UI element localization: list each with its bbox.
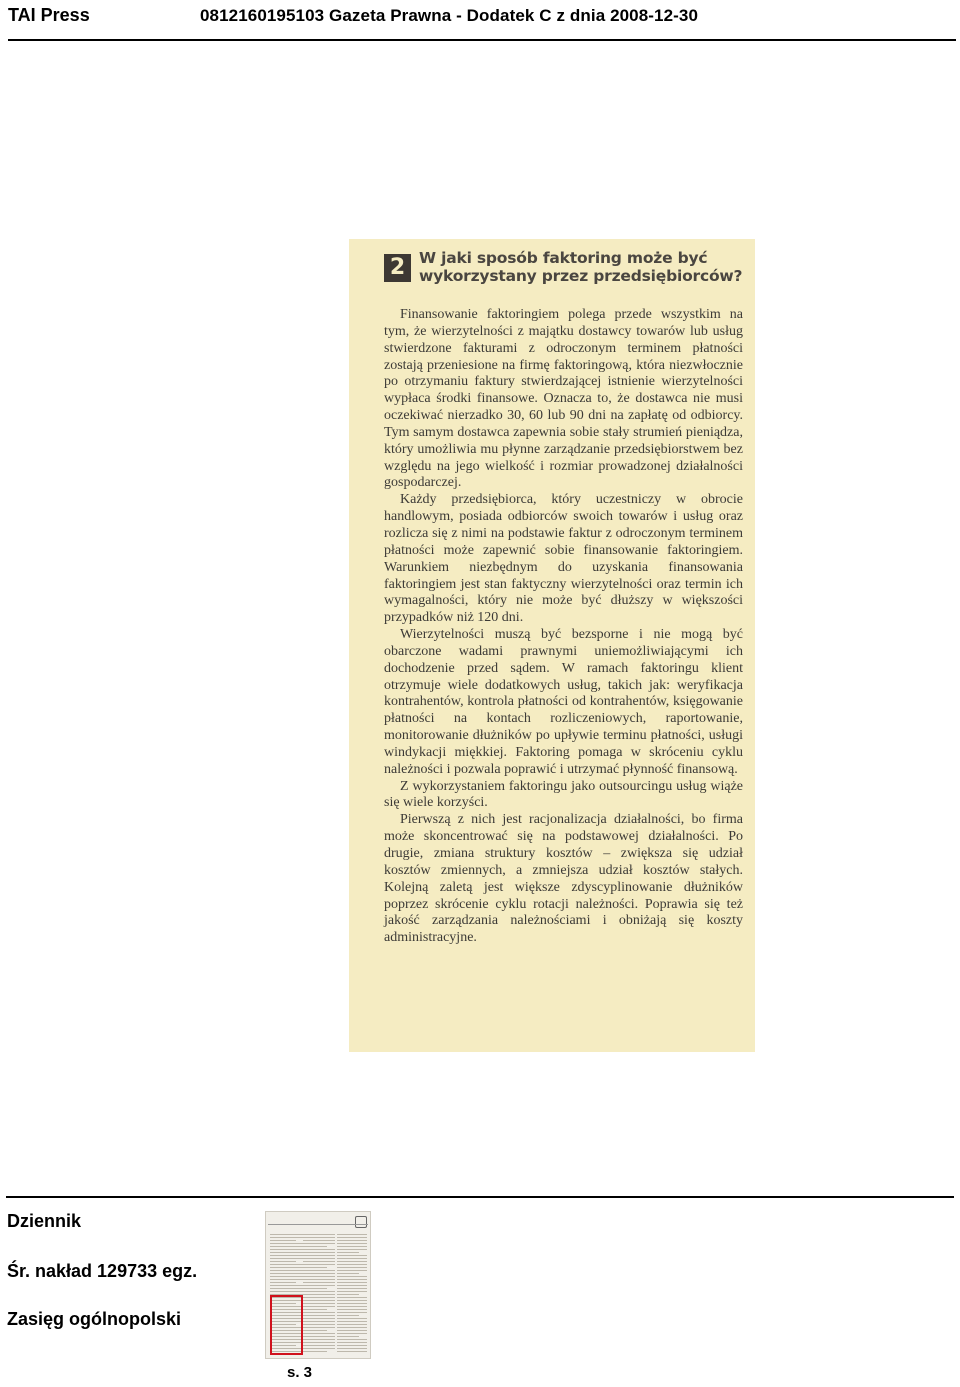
thumbnail-text-line (303, 1258, 335, 1259)
thumbnail-text-line (337, 1297, 367, 1298)
thumbnail-text-line (303, 1261, 335, 1262)
thumbnail-text-line (337, 1264, 367, 1265)
thumbnail-text-line (303, 1252, 335, 1253)
thumbnail-text-line (337, 1303, 367, 1304)
thumbnail-text-line (337, 1300, 367, 1301)
thumbnail-text-line (303, 1270, 335, 1271)
publication-type: Dziennik (7, 1211, 82, 1231)
thumbnail-text-line (303, 1288, 327, 1289)
thumbnail-text-line (337, 1249, 367, 1250)
thumbnail-text-line (337, 1315, 359, 1316)
thumbnail-text-line (303, 1321, 335, 1322)
thumbnail-text-line (337, 1282, 367, 1283)
thumbnail-rule (268, 1224, 368, 1225)
thumbnail-text-line (337, 1318, 367, 1319)
article-body (384, 307, 743, 947)
thumbnail-text-line (337, 1312, 367, 1313)
thumbnail-text-line (303, 1348, 335, 1349)
thumbnail-text-line (303, 1285, 335, 1286)
thumbnail-text-line (270, 1246, 304, 1247)
thumbnail-text-line (303, 1294, 335, 1295)
thumbnail-text-line (303, 1339, 335, 1340)
thumbnail-text-line (270, 1249, 304, 1250)
thumbnail-text-line (303, 1318, 335, 1319)
thumbnail-text-line (303, 1264, 335, 1265)
thumbnail-text-line (337, 1324, 367, 1325)
article-paragraph: Wierzytelności muszą być bezsporne i nie mogą być obarczone wadami prawnymi uniemożliwiającymi ich dochodzenie przed sądem. W ramach faktoringu klient otrzymuje wiele dodatkowych usług, takich jak: weryfikacja kontrahentów, kontrola płatności od kontrahentów, księgowanie płatności na kontach rozliczeniowych, raportowanie, monitorowanie dłużników po upływie terminu płatności, usługi windykacji miękkiej. Faktoring pomaga w skróceniu cyklu należności i pozwala poprawić i utrzymać płynność finansową. (384, 627, 743, 777)
thumbnail-text-line (337, 1255, 367, 1256)
thumbnail-text-line (337, 1258, 367, 1259)
thumbnail-text-line (270, 1267, 304, 1268)
thumbnail-text-line (337, 1339, 367, 1340)
thumbnail-text-line (303, 1267, 327, 1268)
thumbnail-text-line (303, 1282, 335, 1283)
thumbnail-text-line (337, 1276, 367, 1277)
thumbnail-text-line (303, 1276, 335, 1277)
article-title-line-2: wykorzystany przez przedsiębiorców? (419, 267, 743, 285)
thumbnail-text-line (303, 1333, 335, 1334)
thumbnail-text-line (303, 1300, 335, 1301)
thumbnail-text-line (270, 1264, 304, 1265)
article-paragraph: Pierwszą z nich jest racjonalizacja działalności, bo firma może skoncentrować się na podstawowej działalności. Po drugie, zmiana struktury kosztów – zwiększa się udział kosztów zmiennych, a zmniejsza udział kosztów stałych. Kolejną zaletą jest większe zdyscyplinowanie dłużników poprzez skrócenie cyklu rotacji należności. Poprawia się też jakość zarządzania należnościami i obniżają się koszty administracyjne. (384, 812, 743, 946)
thumbnail-text-line (337, 1246, 367, 1247)
reach: Zasięg ogólnopolski (7, 1309, 182, 1329)
thumbnail-text-line (337, 1327, 367, 1328)
article-paragraph: Z wykorzystaniem faktoringu jako outsourcingu usług wiąże się wiele korzyści. (384, 778, 743, 811)
article-paragraph: Finansowanie faktoringiem polega przede wszystkim na tym, że wierzytelności z majątku dostawcy towarów lub usług stwierdzone fakturami z odroczonym terminem płatności zostają przeniesione na firmę faktoringową, która niezwłocznie po otrzymaniu faktury stwierdzającej istnienie wierzytelności wypłaca środki finansowe. Oznacza to, że dostawca nie musi oczekiwać nierzadko 30, 60 lub 90 dni na zapłatę od odbiorcy. Tym samym dostawca zapewnia sobie stały strumień pieniądza, który umożliwia mu płynne zarządzanie przedsiębiorstwem bez względu na jego wielkość i rozmiar prowadzonej działalności gospodarczej. (384, 307, 743, 491)
thumbnail-text-line (270, 1288, 304, 1289)
thumbnail-text-line (303, 1312, 335, 1313)
thumbnail-text-line (270, 1282, 296, 1283)
thumbnail-text-line (337, 1267, 367, 1268)
thumbnail-text-line (303, 1255, 335, 1256)
thumbnail-text-line (303, 1303, 335, 1304)
thumbnail-text-line (337, 1351, 367, 1352)
thumbnail-text-line (337, 1321, 367, 1322)
thumbnail-text-line (303, 1336, 335, 1337)
article-clipping (349, 239, 755, 1052)
thumbnail-text-line (303, 1291, 335, 1292)
thumbnail-text-line (303, 1330, 327, 1331)
thumbnail-text-line (303, 1240, 335, 1241)
thumbnail-text-line (270, 1243, 304, 1244)
thumbnail-text-line (303, 1279, 335, 1280)
thumbnail-text-line (337, 1342, 367, 1343)
thumbnail-text-line (303, 1243, 335, 1244)
thumbnail-text-line (337, 1309, 367, 1310)
thumbnail-text-line (270, 1270, 304, 1271)
thumbnail-text-line (270, 1276, 304, 1277)
thumbnail-text-line (303, 1237, 335, 1238)
thumbnail-text-line (337, 1306, 367, 1307)
thumbnail-text-line (337, 1348, 367, 1349)
thumbnail-text-line (303, 1309, 327, 1310)
thumbnail-text-line (303, 1324, 335, 1325)
thumbnail-text-line (337, 1243, 367, 1244)
thumbnail-text-line (337, 1285, 367, 1286)
thumbnail-text-line (303, 1315, 335, 1316)
thumbnail-text-line (337, 1270, 367, 1271)
thumbnail-text-line (303, 1306, 335, 1307)
thumbnail-text-line (303, 1273, 335, 1274)
thumbnail-text-line (303, 1345, 335, 1346)
agency-name: TAI Press (8, 5, 90, 25)
page-number: s. 3 (287, 1364, 313, 1381)
article-title-line-1: W jaki sposób faktoring może być (419, 249, 708, 267)
thumbnail-text-line (270, 1234, 304, 1235)
header-divider (8, 39, 956, 41)
thumbnail-text-line (337, 1234, 367, 1235)
thumbnail-text-line (337, 1261, 367, 1262)
thumbnail-text-line (270, 1258, 304, 1259)
thumbnail-text-line (270, 1285, 304, 1286)
thumbnail-text-line (337, 1240, 367, 1241)
thumbnail-text-line (303, 1327, 335, 1328)
thumbnail-text-line (337, 1294, 359, 1295)
source-line: 0812160195103 Gazeta Prawna - Dodatek C z dnia 2008-12-30 (200, 6, 699, 25)
thumbnail-text-line (303, 1246, 327, 1247)
article-paragraph: Każdy przedsiębiorca, który uczestniczy w obrocie handlowym, posiada odbiorców swoich towarów i usług oraz rozlicza się z nimi na podstawie faktur z odroczonym terminem płatności może zapewnić sobie finansowanie faktoringiem. Warunkiem niezbędnym do uzyskania finansowania faktoringiem jest stan faktyczny wierzytelności oraz termin ich wymagalności, który nie może być dłuższy w większości przypadków niż 120 dni. (384, 492, 743, 626)
thumbnail-text-line (337, 1237, 367, 1238)
thumbnail-text-line (303, 1351, 327, 1352)
question-number-badge: 2 (384, 254, 411, 282)
thumbnail-text-line (270, 1273, 304, 1274)
thumbnail-text-line (270, 1279, 304, 1280)
circulation: Śr. nakład 129733 egz. (7, 1261, 198, 1281)
thumbnail-text-line (337, 1273, 359, 1274)
article-location-frame (270, 1295, 303, 1355)
thumbnail-text-line (270, 1252, 304, 1253)
thumbnail-text-line (337, 1291, 367, 1292)
thumbnail-text-line (337, 1288, 367, 1289)
thumbnail-text-line (337, 1345, 367, 1346)
article-title (419, 249, 742, 285)
thumbnail-text-line (270, 1237, 304, 1238)
thumbnail-text-line (270, 1240, 296, 1241)
thumbnail-text-line (337, 1333, 367, 1334)
thumbnail-text-line (303, 1297, 335, 1298)
thumbnail-text-line (270, 1255, 304, 1256)
thumbnail-logo (355, 1216, 367, 1228)
thumbnail-text-line (337, 1336, 359, 1337)
article-heading (384, 249, 743, 297)
thumbnail-text-line (270, 1291, 304, 1292)
thumbnail-text-line (303, 1249, 335, 1250)
thumbnail-text-line (337, 1279, 367, 1280)
thumbnail-text-line (337, 1252, 359, 1253)
thumbnail-text-line (303, 1234, 335, 1235)
thumbnail-text-line (270, 1261, 296, 1262)
footer-divider (6, 1196, 954, 1198)
thumbnail-text-line (337, 1330, 367, 1331)
thumbnail-text-line (303, 1342, 335, 1343)
